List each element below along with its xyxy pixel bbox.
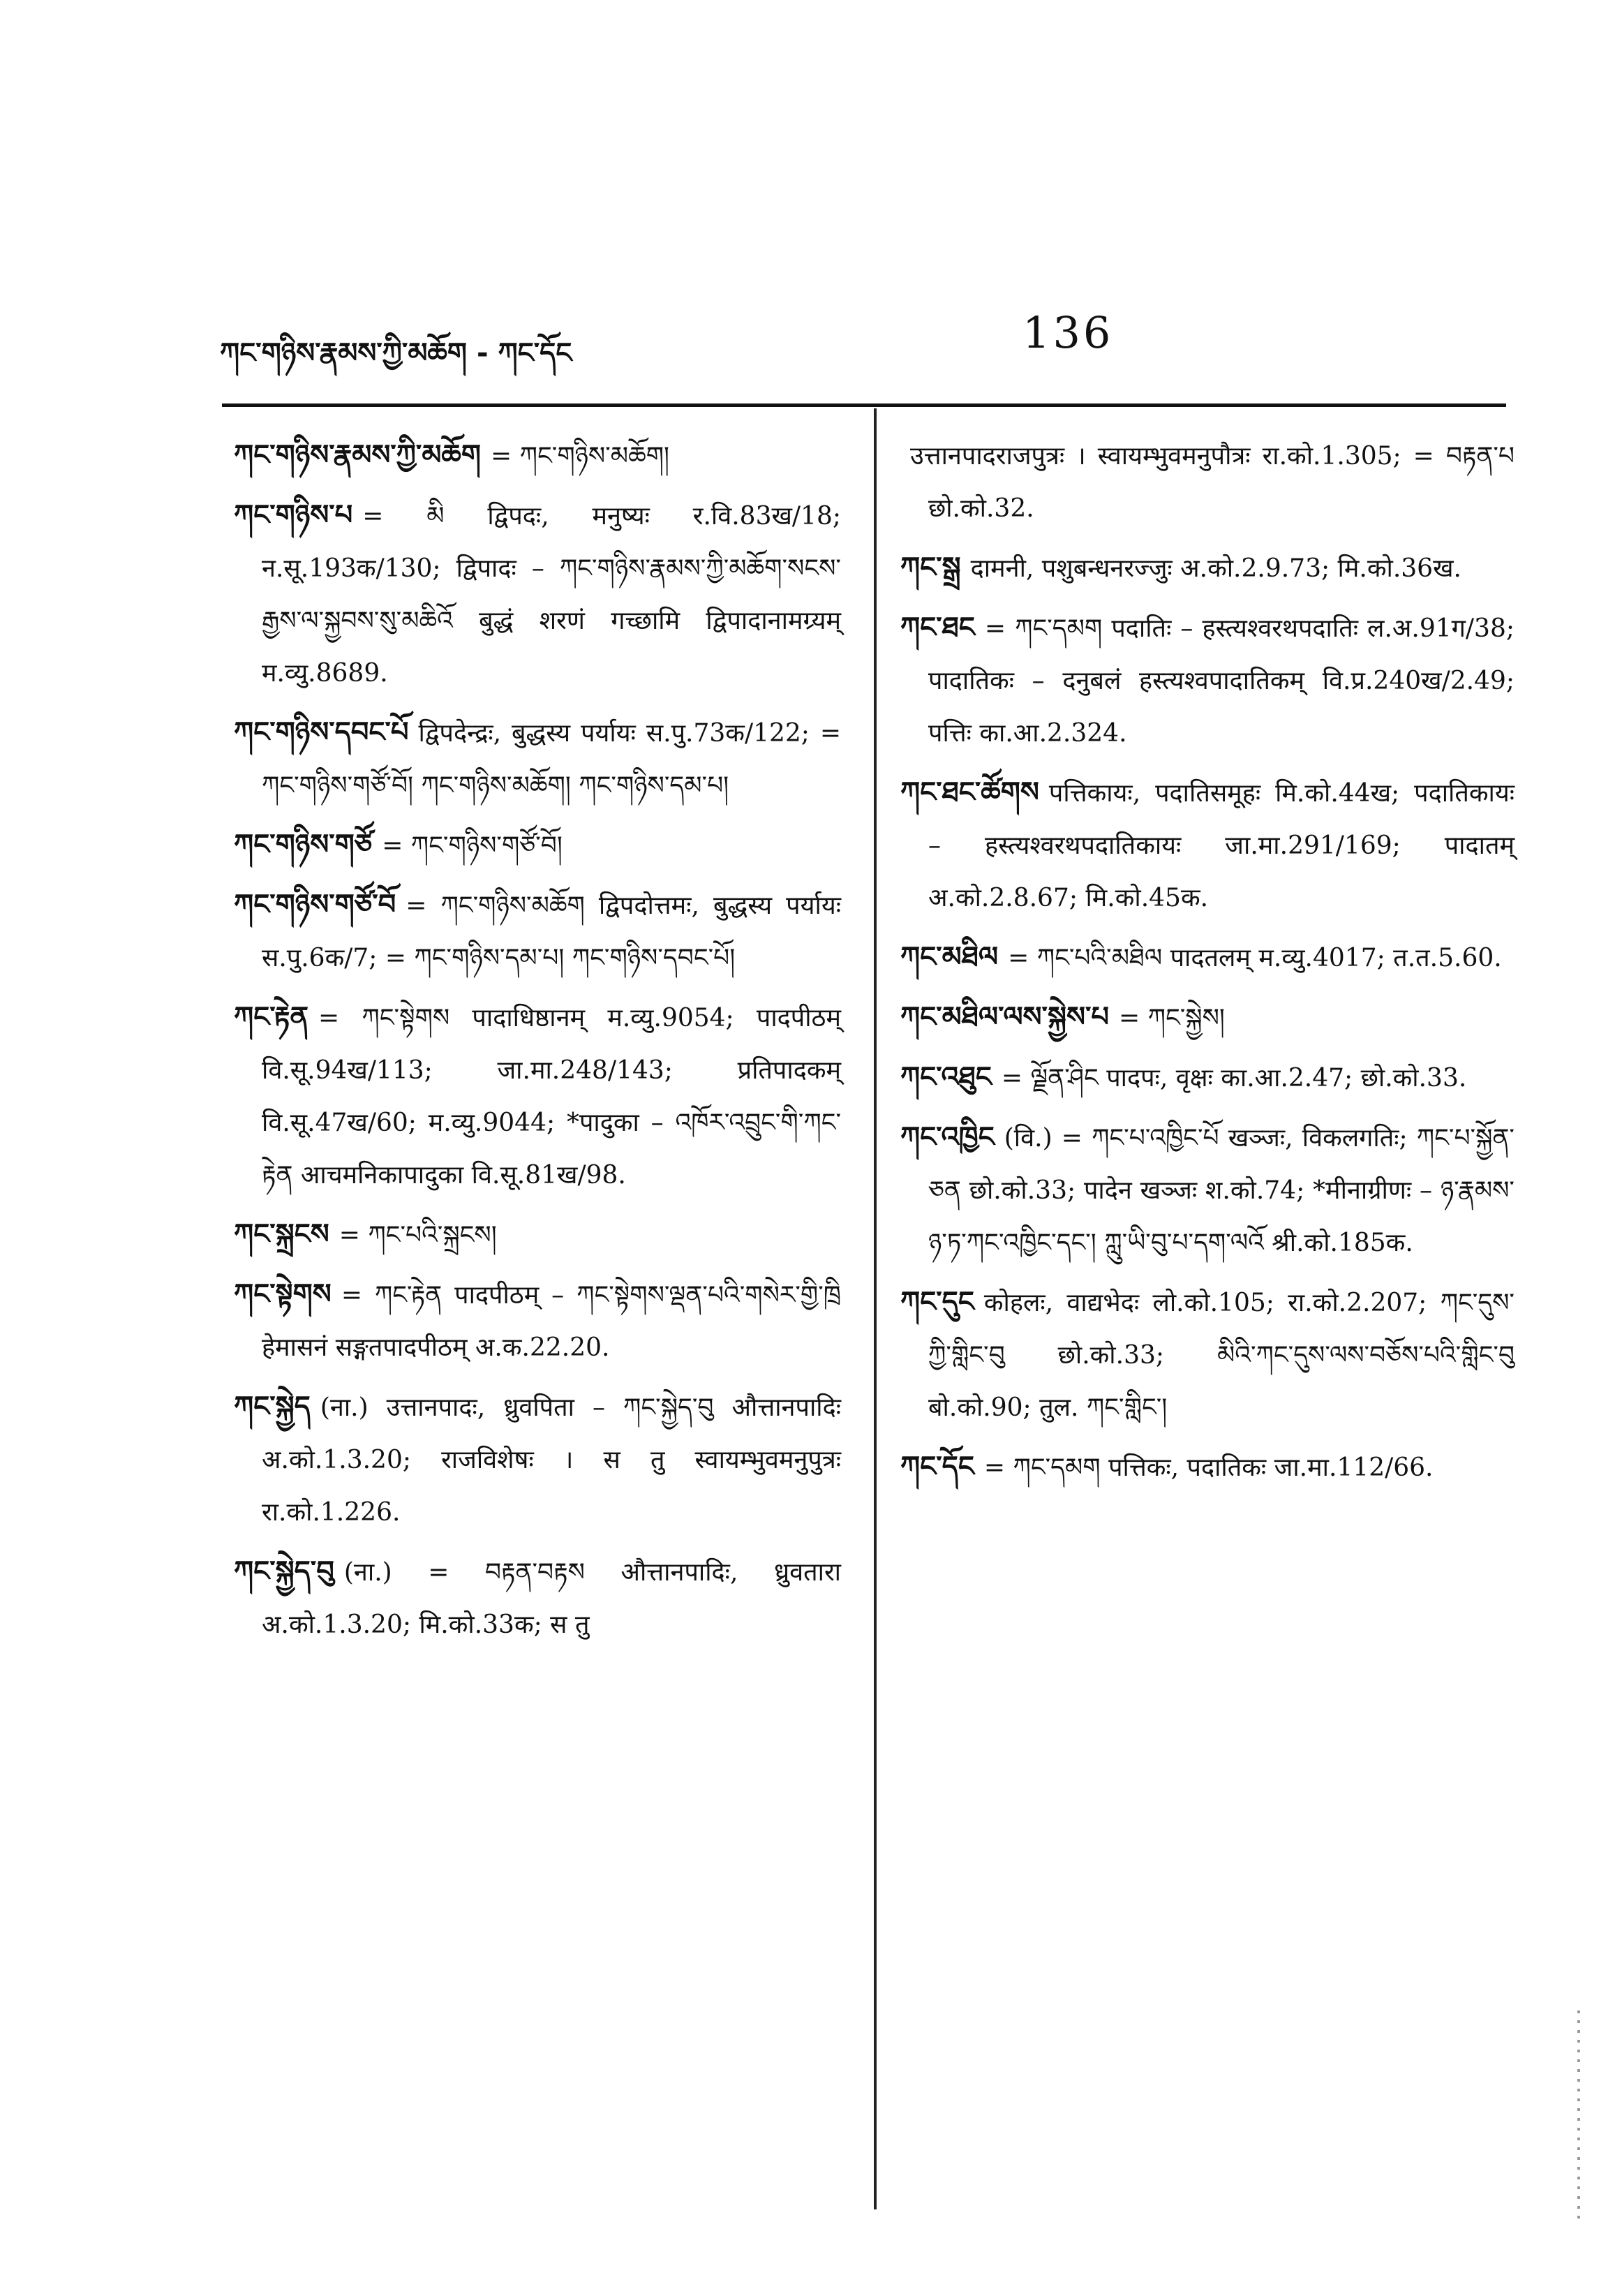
dictionary-entry [234, 1268, 841, 1374]
dictionary-entry [234, 879, 841, 984]
right-column [900, 429, 1515, 1501]
scan-artifact [1577, 2010, 1580, 2220]
definition: उत्तानपादराजपुत्रः । स्वायम्भुवमनुपौत्रः रा.को.1.305; = བརྟན་པ छो.को.32. [910, 442, 1515, 523]
headword: ཀང་གཉིས་གཙོ [234, 829, 373, 861]
headword: ཀང་སྐྱེད [234, 1391, 311, 1423]
definition: = ཀང་པའི་མཐིལ पादतलम् म.व्यु.4017; त.त.5.60. [1008, 944, 1502, 972]
definition: पत्तिकायः, पदातिसमूहः मि.को.44ख; पदातिकायः – हस्त्यश्वरथपदातिकायः जा.मा.291/169; पादातम् अ.को.2.8.67; मि.को.45क. [928, 779, 1515, 912]
headword: ཀང་གཉིས་པ [234, 499, 353, 531]
dictionary-entry [234, 1208, 841, 1261]
dictionary-entry [234, 706, 841, 812]
dictionary-entry [900, 542, 1515, 595]
header-rule [222, 403, 1506, 407]
dictionary-entry [900, 766, 1515, 924]
headword: ཀང་མཐིལ་ལས་སྐྱེས་པ [900, 1001, 1109, 1033]
headword: ཀང་འཁྱིང [900, 1121, 995, 1153]
left-column [234, 429, 841, 1658]
definition: दामनी, पशुबन्धनरज्जुः अ.को.2.9.73; मि.को.36ख. [970, 554, 1461, 583]
headword: ཀང་སྟེགས [234, 1278, 332, 1310]
headword: ཀང་ཐང་ཚོགས [900, 776, 1039, 808]
dictionary-entry [900, 429, 1515, 535]
dictionary-entry [234, 819, 841, 872]
dictionary-entry [900, 931, 1515, 984]
definition: कोहलः, वाद्यभेदः लो.को.105; रा.को.2.207; ཀང་དུས་ཀྱི་གླིང་བུ छो.को.33; མིའི་ཀང་དུས་ལས་བཅོས་པའི་གླིང་བུ बो.को.90; तुल. ཀང་གླིང་། [928, 1289, 1515, 1422]
dictionary-entry [234, 1381, 841, 1539]
headword: ཀང་འཐུང [900, 1061, 992, 1093]
definition: = ཀང་རྟེན पादपीठम् – ཀང་སྟེགས་ལྡན་པའི་གསེར་གྱི་ཁྲི हेमासनं सङ्गतपादपीठम् अ.क.22.20. [262, 1281, 841, 1362]
definition: (ना.) = བརྟན་བརྟས औत्तानपादिः, ध्रुवतारा अ.को.1.3.20; मि.को.33क; स तु [262, 1558, 841, 1639]
dictionary-entry [234, 991, 841, 1201]
dictionary-entry [900, 1276, 1515, 1434]
definition: = ཀང་གཉིས་མཆོག། [491, 442, 670, 471]
headword: ཀང་སྒྲ [900, 551, 961, 584]
definition: = ཀང་པའི་སྐྲངས། [338, 1221, 497, 1250]
definition: द्विपदेन्द्रः, बुद्धस्य पर्यायः स.पु.73क/122; = ཀང་གཉིས་གཙོ་བོ། ཀང་གཉིས་མཆོག། ཀང་གཉིས་དམ་པ། [262, 719, 841, 800]
headword: ཀང་སྐྱེད་བུ [234, 1555, 334, 1587]
definition: = ཀང་གཉིས་གཙོ་བོ། [382, 831, 563, 860]
headword: ཀང་ཐང [900, 612, 975, 644]
dictionary-entry [234, 489, 841, 699]
definition: = ཀང་དམག पत्तिकः, पदातिकः जा.मा.112/66. [983, 1453, 1434, 1482]
page-number: 136 [1022, 307, 1114, 358]
definition: = ལྗོན་ཤིང पादपः, वृक्षः का.आ.2.47; छो.को.33. [1001, 1064, 1467, 1093]
page-header [220, 307, 1508, 369]
headword: ཀང་དོང [900, 1451, 974, 1483]
headword: ཀང་གཉིས་གཙོ་བོ [234, 889, 396, 921]
running-head: ཀང་གཉིས་རྣམས་ཀྱི་མཆོག - ཀང་དོང [220, 337, 572, 369]
headword: ཀང་གཉིས་དབང་པོ [234, 716, 409, 748]
headword: ཀང་སྐྲངས [234, 1218, 329, 1250]
definition: = ཀང་སྟེགས पादाधिष्ठानम् म.व्यु.9054; पादपीठम् वि.सू.94ख/113; जा.मा.248/143; प्रतिपादकम् वि.सू.47ख/60; म.व्यु.9044; *पादुका – འཁོར་འབྲུང་གི་ཀང་རྟེན आचमनिकापादुका वि.सू.81ख/98. [262, 1004, 841, 1190]
definition: = མི द्विपदः, मनुष्यः र.वि.83ख/18; न.सू.193क/130; द्विपादः – ཀང་གཉིས་རྣམས་ཀྱི་མཆོག་སངས་རྒྱས་ལ་སྐྱབས་སུ་མཆིའོ बुद्धं शरणं गच्छामि द्विपादानामग्र्यम् म.व्यु.8689. [262, 502, 841, 688]
dictionary-entry [900, 1111, 1515, 1269]
dictionary-entry [900, 991, 1515, 1044]
dictionary-entry [234, 429, 841, 482]
definition: = ཀང་གཉིས་མཆོག द्विपदोत्तमः, बुद्धस्य पर्यायः स.पु.6क/7; = ཀང་གཉིས་དམ་པ། ཀང་གཉིས་དབང་པོ། [262, 891, 841, 972]
headword: ཀང་དུང [900, 1286, 974, 1318]
dictionary-entry [900, 602, 1515, 760]
definition: (ना.) उत्तानपादः, ध्रुवपिता – ཀང་སྐྱེད་བུ औत्तानपादिः अ.को.1.3.20; राजविशेषः । स तु स्वायम्भुवमनुपुत्रः रा.को.1.226. [262, 1393, 841, 1527]
dictionary-entry [900, 1441, 1515, 1494]
definition: = ཀང་དམག पदातिः – हस्त्यश्वरथपदातिः ल.अ.91ग/38; पादातिकः – दनुबलं हस्त्यश्वपादातिकम् वि.प्र.240ख/2.49; पत्तिः का.आ.2.324. [928, 614, 1515, 748]
column-divider [874, 408, 877, 2209]
definition: = ཀང་སྐྱེས། [1119, 1004, 1225, 1032]
headword: ཀང་མཐིལ [900, 941, 999, 973]
dictionary-entry [900, 1051, 1515, 1104]
headword: ཀང་གཉིས་རྣམས་ཀྱི་མཆོག [234, 439, 482, 471]
definition: (वि.) = ཀང་པ་འཁྱིང་པོ खञ्जः, विकलगतिः; ཀང་པ་སྐྱོན་ཅན छो.को.33; पादेन खञ्जः श.को.74; *मीनाग्रीणः – ཉ་རྣམས་ཉ་ཏ་ཀང་འཁྱིང་དང་། ཀླུ་ཡི་བུ་པ་དག་ལའོ श्री.को.185क. [928, 1124, 1515, 1257]
headword: ཀང་རྟེན [234, 1001, 309, 1033]
dictionary-entry [234, 1546, 841, 1651]
